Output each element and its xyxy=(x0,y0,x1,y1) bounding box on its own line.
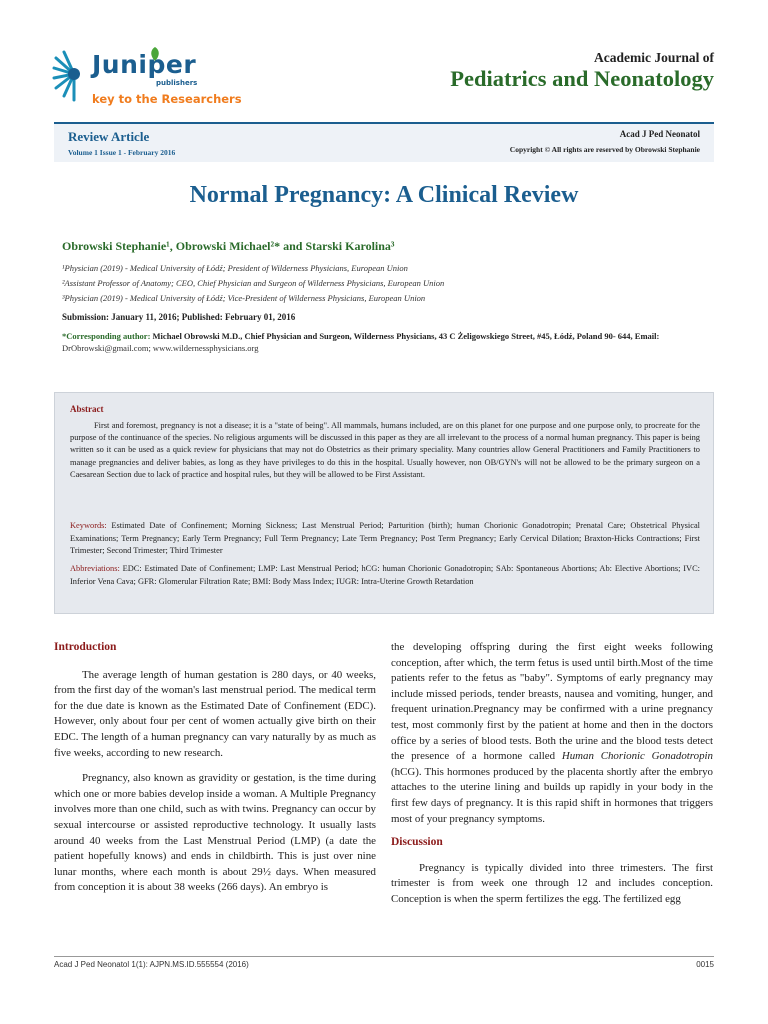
hcg-term: Human Chorionic Gonadotropin xyxy=(561,750,713,763)
abbreviations-label: Abbreviations: xyxy=(70,564,120,573)
logo-tagline: key to the Researchers xyxy=(92,92,242,106)
corresponding-author xyxy=(62,331,702,354)
right-column xyxy=(391,640,713,908)
intro-paragraph-3-b: (hCG). This hormones produced by the placenta shortly after the embryo attaches to the uterine lining and builds up rapidly in your body in the first few days of pregnancy. It is this rapid shift in hormones that triggers most of your pregnancy symptoms. xyxy=(391,765,713,825)
logo-name: Juniper xyxy=(92,50,197,79)
abbreviations-text: EDC: Estimated Date of Confinement; LMP: Last Menstrual Period; hCG: human Chorionic Gonadotropin; SAb: Spontaneous Abortions; Ab: Elective Abortions; IVC: Inferior Vena Cava; GFR: Glomerular Filtration Rate; BMI: Body Mass Index; IUGR: Intra-Uterine Growth Retardation xyxy=(70,564,700,586)
intro-paragraph-3 xyxy=(391,640,713,827)
abstract-box xyxy=(54,392,714,614)
article-info-band xyxy=(54,122,714,162)
submission-dates: Submission: January 11, 2016; Published: February 01, 2016 xyxy=(62,312,296,322)
abstract-heading: Abstract xyxy=(70,404,104,414)
discussion-paragraph-1: Pregnancy is typically divided into three trimesters. The first trimester is from week one through 12 and includes conception. Conception is when the sperm fertilizes the egg. The fertilized egg xyxy=(391,861,713,905)
publisher-logo xyxy=(52,46,242,116)
affiliation-1: ¹Physician (2019) - Medical University of Łódź; President of Wilderness Physicians, European Union xyxy=(62,263,408,273)
email-link[interactable]: DrObrowski@gmail.com; www.wildernessphysicians.org xyxy=(62,342,259,353)
journal-prefix: Academic Journal of xyxy=(594,50,714,65)
footer-citation: Acad J Ped Neonatol 1(1): AJPN.MS.ID.555554 (2016) xyxy=(54,960,249,969)
sunburst-logo-icon xyxy=(52,46,92,106)
keywords xyxy=(70,520,700,558)
logo-sub: publishers xyxy=(156,79,198,87)
footer-divider xyxy=(54,956,714,957)
discussion-heading: Discussion xyxy=(391,836,443,849)
intro-paragraph-3-a: the developing offspring during the first eight weeks following conception, after which, the term fetus is used until birth.Most of the time patients refer to the fetus as "baby". Symptoms of early pregnancy may include missed periods, tender breasts, nausea and vomiting, hunger, and frequent urination.Pregnancy may be confirmed with a urine pregnancy test, most commonly first by the patient at home and then in the doctors office by a series of blood tests. Both the urine and the blood tests detect the presence of a hormone called xyxy=(391,641,713,763)
corresponding-address: Michael Obrowski M.D., Chief Physician and Surgeon, Wilderness Physicians, 43 C Żeligowskiego Street, #45, Łódź, Poland 90- 644, xyxy=(152,331,633,341)
journal-abbreviation: Acad J Ped Neonatol xyxy=(619,129,700,139)
abbreviations xyxy=(70,563,700,588)
article-type: Review Article xyxy=(68,129,150,144)
introduction-heading: Introduction xyxy=(54,641,117,653)
author-list: Obrowski Stephanie¹, Obrowski Michael²* and Starski Karolina³ xyxy=(62,239,395,253)
volume-issue: Volume 1 Issue 1 - February 2016 xyxy=(68,148,176,157)
copyright-notice: Copyright © All rights are reserved by Obrowski Stephanie xyxy=(509,145,700,154)
intro-paragraph-2: Pregnancy, also known as gravidity or gestation, is the time during which one or more babies develop inside a woman. A Multiple Pregnancy involves more than one child, such as with twins. Pregnancy can occur by sexual intercourse or assisted reproductive technology. It usually lasts around 40 weeks from the Last Menstrual Period (LMP) (a date the patient hopefully knows) and ends in childbirth. This is just over nine lunar months, where each month is about 29½ days. When measured from conception it is about 38 weeks (266 days). An embryo is xyxy=(54,772,376,894)
left-column xyxy=(54,640,376,896)
page-number: 0015 xyxy=(696,960,714,969)
affiliation-2: ²Assistant Professor of Anatomy; CEO, Chief Physician and Surgeon of Wilderness Physicians, European Union xyxy=(62,278,445,288)
journal-name: Pediatrics and Neonatology xyxy=(450,66,714,91)
keywords-text: Estimated Date of Confinement; Morning Sickness; Last Menstrual Period; Parturition (birth); human Chorionic Gonadotropin; Prenatal Care; Obstetrical Physical Examinations; Term Pregnancy; Early Term Pregnancy; Full Term Pregnancy; Late Term Pregnancy; Post Term Pregnancy; Early Cervical Dilation; Braxton-Hicks Contractions; First Trimester; Second Trimester; Third Trimester xyxy=(70,521,700,556)
affiliation-3: ³Physician (2019) - Medical University of Łódź; Vice-President of Wilderness Physicians, European Union xyxy=(62,293,426,303)
keywords-label: Keywords: xyxy=(70,521,107,530)
corresponding-label: *Corresponding author: xyxy=(62,331,151,341)
abstract-body: First and foremost, pregnancy is not a disease; it is a "state of being". All mammals, humans included, are on this planet for one purpose and one purpose only, to procreate for the purpose of the continuance of the species. No religious arguments will be discussed in this paper as they are all irrelevant to the process of a normal human pregnancy. This paper is being written so it can be used as a quick review for physicians that may not do Obstetrics as their primary speciality. Many countries allow General Practitioners and Family Practitioners to manage pregnancies and deliver babies, as long as they have privileges to do this in the hospital. Usually however, non OB/GYN's will not be allowed to be the primary surgeon on a Caesarean Section due to lack of practice and hospital rules, but they will be allowed to be First Assistant. xyxy=(70,421,700,479)
intro-paragraph-1: The average length of human gestation is 280 days, or 40 weeks, from the first day of the woman's last menstrual period. The medical term for the due date is known as the Estimated Date of Confinement (EDC). However, only about four per cent of women actually give birth on their EDC. The length of a human pregnancy can vary naturally by as much as five weeks, according to new research. xyxy=(54,668,376,759)
article-title: Normal Pregnancy: A Clinical Review xyxy=(189,182,579,208)
email-label: Email: xyxy=(634,331,660,341)
